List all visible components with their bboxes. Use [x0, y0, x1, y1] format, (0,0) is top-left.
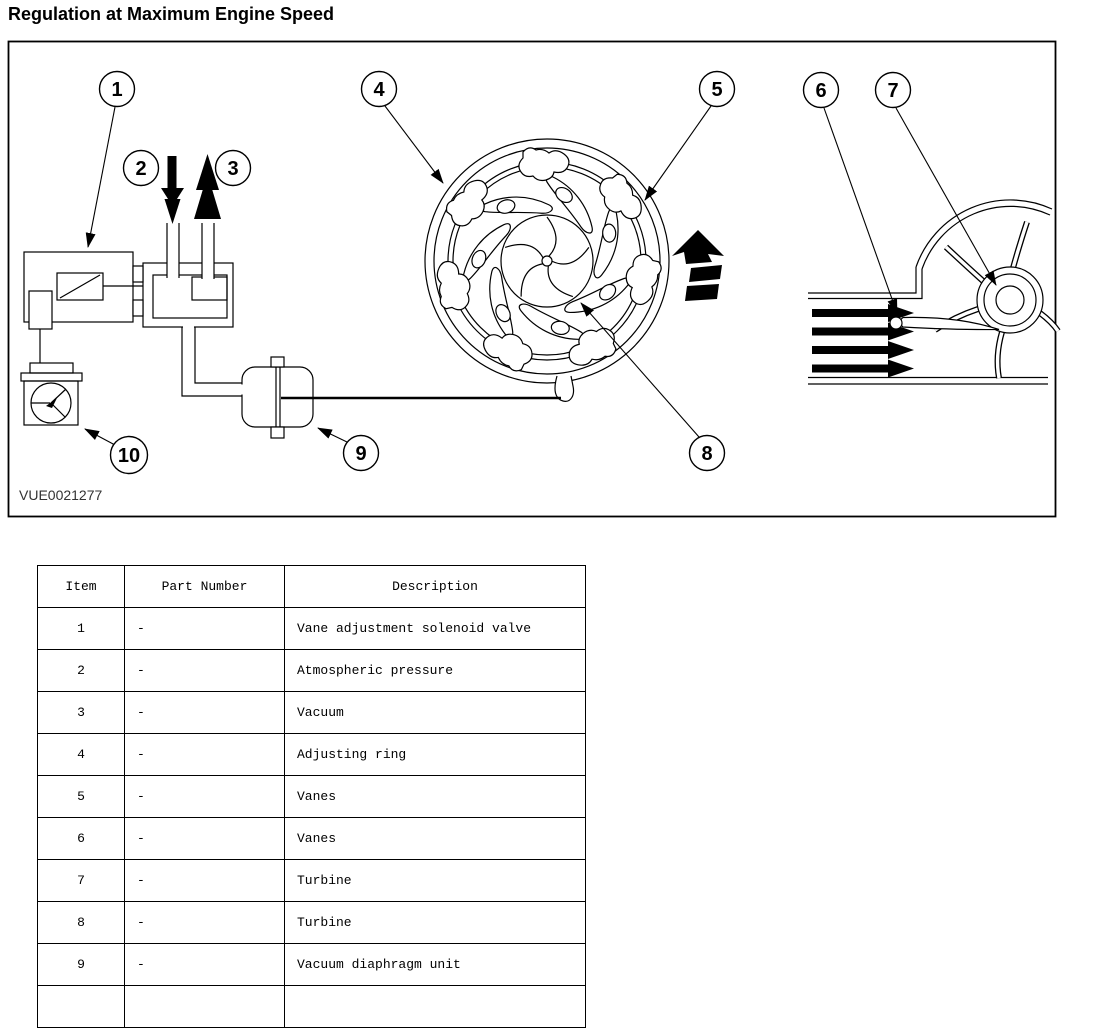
exhaust-flow-arrow	[812, 360, 914, 378]
inlet-vane-pivot	[890, 317, 902, 329]
item-cell: 4	[38, 734, 125, 776]
boost-flow-arrow	[672, 230, 724, 301]
table-row	[38, 650, 586, 692]
callout-1-label: 1	[111, 79, 123, 101]
callout-5-label: 5	[711, 79, 723, 101]
desc-cell: Vane adjustment solenoid valve	[285, 608, 586, 650]
item-cell: 2	[38, 650, 125, 692]
callout-4-label: 4	[373, 79, 385, 101]
item-cell: 1	[38, 608, 125, 650]
callout-4	[362, 72, 397, 107]
table-row	[38, 692, 586, 734]
callout-10-label: 10	[117, 445, 141, 467]
header-part-number: Part Number	[125, 566, 285, 608]
desc-cell	[285, 986, 586, 1028]
boost-gauge	[21, 363, 82, 425]
callout-3	[216, 151, 251, 186]
callout-3-label: 3	[227, 158, 239, 180]
item-cell: 3	[38, 692, 125, 734]
desc-cell: Turbine	[285, 860, 586, 902]
item-cell: 6	[38, 818, 125, 860]
desc-cell: Atmospheric pressure	[285, 650, 586, 692]
table-row	[38, 818, 586, 860]
table-row	[38, 608, 586, 650]
adjusting-ring-assembly	[425, 139, 669, 383]
part-cell: -	[125, 818, 285, 860]
table-row	[38, 734, 586, 776]
desc-cell: Vanes	[285, 776, 586, 818]
callout-7-label: 7	[887, 80, 899, 102]
part-cell: -	[125, 860, 285, 902]
parts-table	[37, 565, 586, 1028]
table-row	[38, 902, 586, 944]
part-cell: -	[125, 608, 285, 650]
part-cell	[125, 986, 285, 1028]
callout-8	[690, 436, 725, 471]
vacuum-diaphragm-unit	[241, 357, 574, 438]
item-cell: 7	[38, 860, 125, 902]
callout-9-label: 9	[355, 443, 367, 465]
item-cell: 5	[38, 776, 125, 818]
callout-2	[124, 151, 159, 186]
table-row-truncated	[38, 986, 586, 1028]
desc-cell: Vacuum	[285, 692, 586, 734]
figure-code: VUE0021277	[19, 487, 103, 503]
callout-2-label: 2	[135, 158, 147, 180]
table-header-row	[38, 566, 586, 608]
callout-6	[804, 73, 839, 108]
table-row	[38, 944, 586, 986]
table-row	[38, 860, 586, 902]
callout-8-label: 8	[701, 443, 713, 465]
part-cell: -	[125, 734, 285, 776]
exhaust-flow-arrow	[812, 341, 914, 359]
turbine-housing-section	[808, 200, 1058, 384]
part-cell: -	[125, 776, 285, 818]
callout-7	[876, 73, 911, 108]
header-item: Item	[38, 566, 125, 608]
header-description: Description	[285, 566, 586, 608]
desc-cell: Vanes	[285, 818, 586, 860]
desc-cell: Turbine	[285, 902, 586, 944]
part-cell: -	[125, 650, 285, 692]
atmospheric-pressure-arrow	[161, 156, 184, 224]
item-cell: 8	[38, 902, 125, 944]
callout-1	[100, 72, 135, 107]
callout-10	[111, 437, 148, 474]
item-cell: 9	[38, 944, 125, 986]
part-cell: -	[125, 902, 285, 944]
part-cell: -	[125, 944, 285, 986]
callout-6-label: 6	[815, 80, 827, 102]
item-cell	[38, 986, 125, 1028]
table-row	[38, 776, 586, 818]
callout-5	[700, 72, 735, 107]
callout-9	[344, 436, 379, 471]
vacuum-pipe	[182, 326, 243, 396]
desc-cell: Vacuum diaphragm unit	[285, 944, 586, 986]
page-title: Regulation at Maximum Engine Speed	[8, 4, 335, 24]
desc-cell: Adjusting ring	[285, 734, 586, 776]
part-cell: -	[125, 692, 285, 734]
